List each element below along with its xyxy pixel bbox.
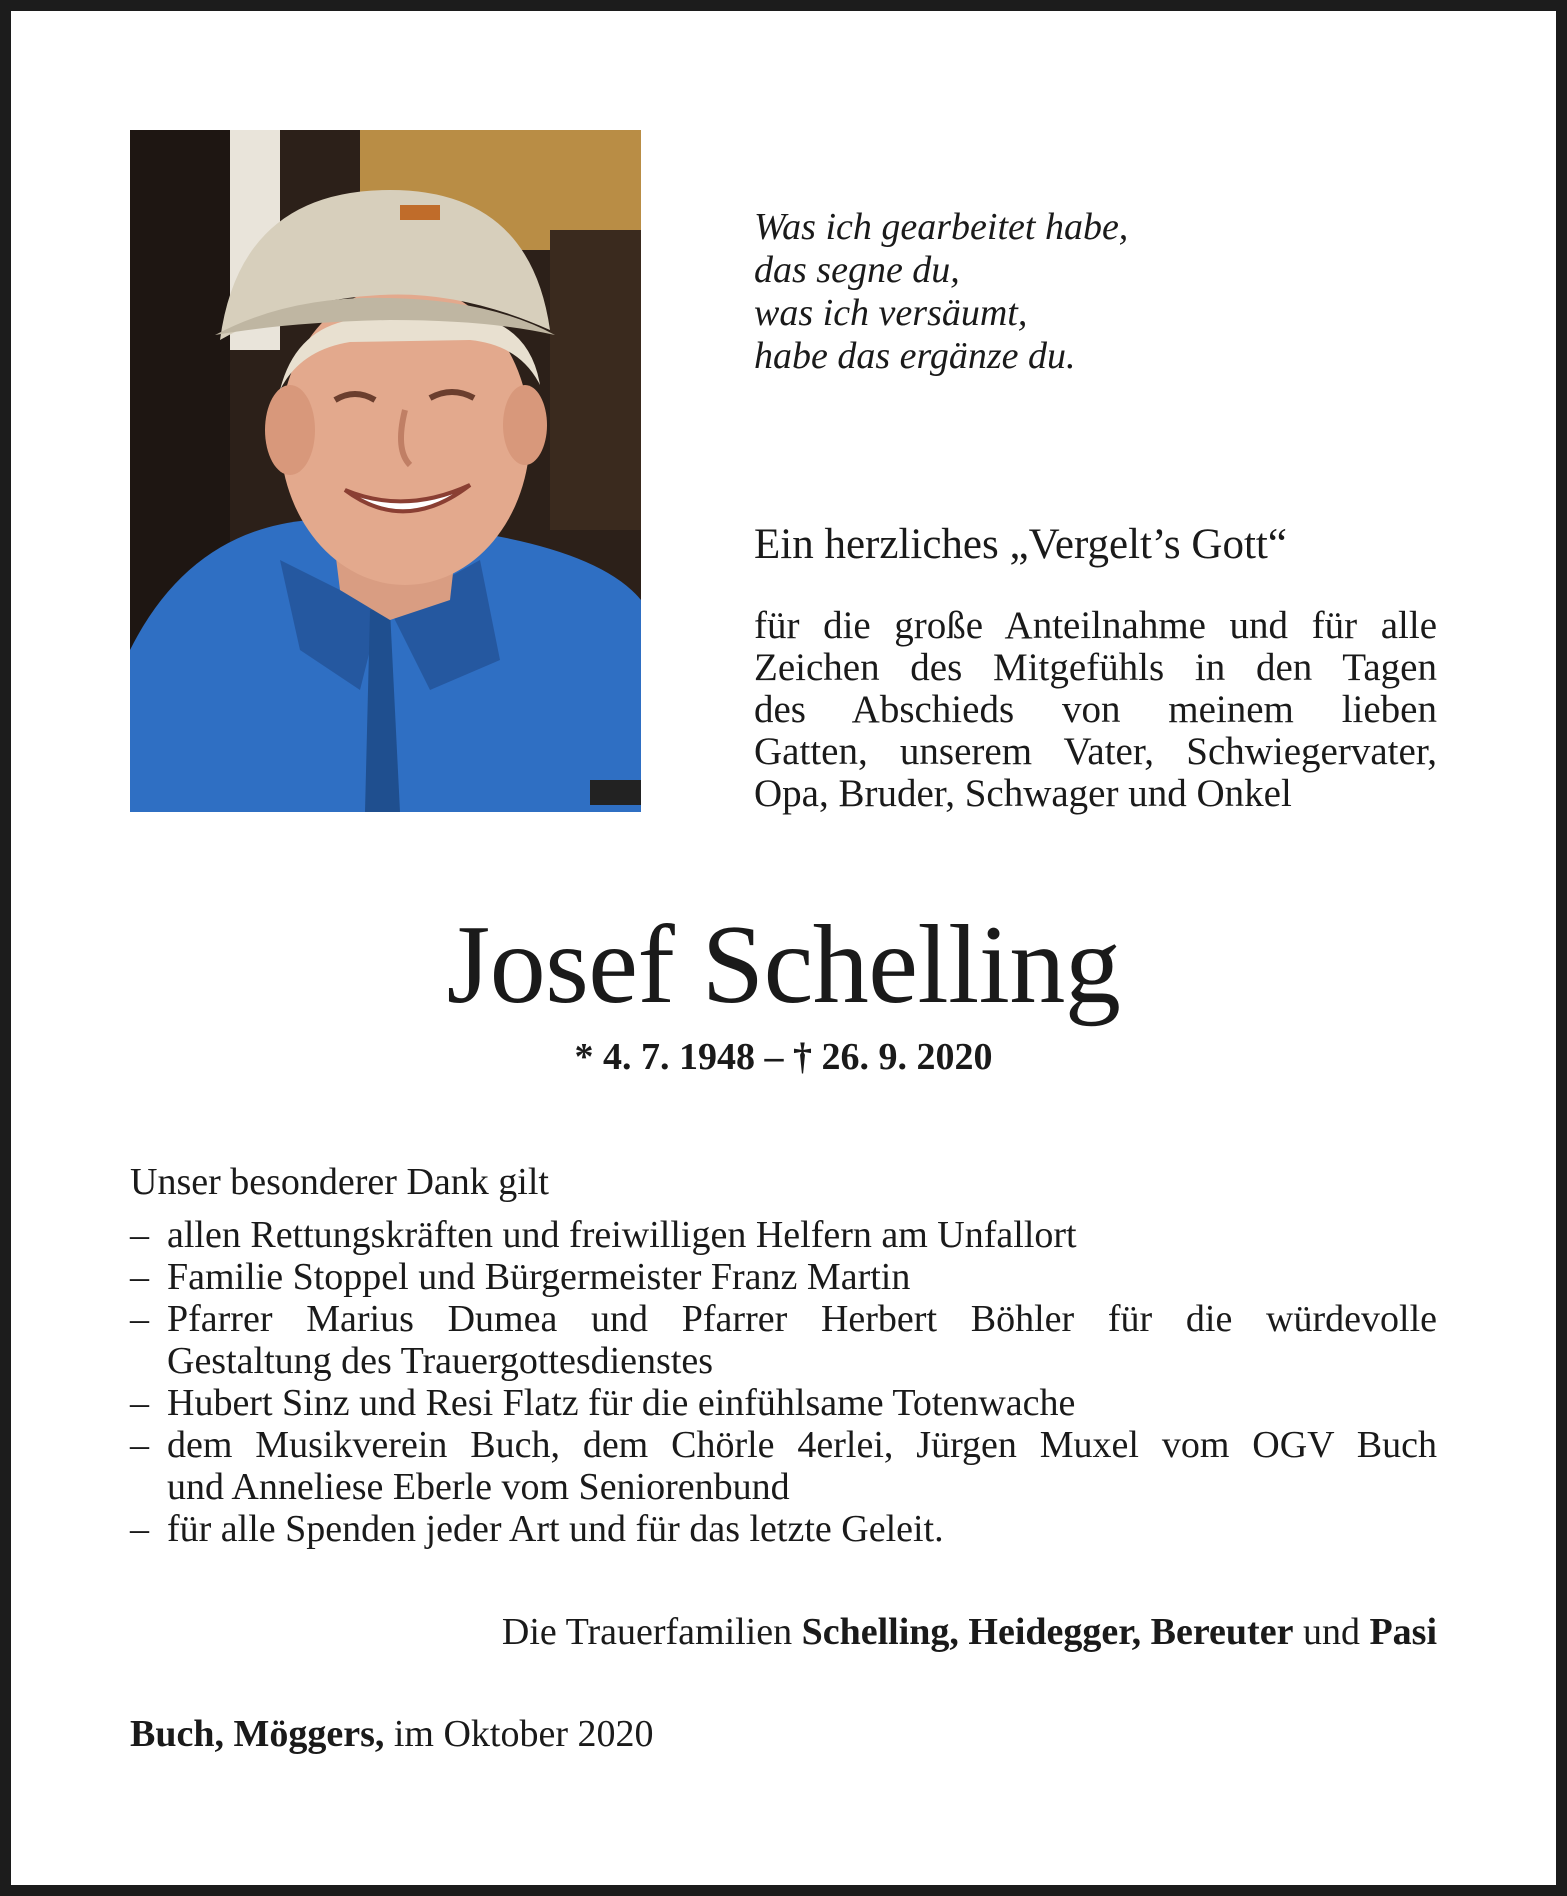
portrait-illustration — [130, 130, 641, 812]
thanks-heading: Ein herzliches „Vergelt’s Gott“ — [754, 521, 1287, 568]
dash: – — [130, 1298, 149, 1340]
dash: – — [130, 1214, 149, 1256]
list-item-text: Gestaltung des Trauergottesdienstes — [167, 1340, 714, 1382]
list-item-text: und Anneliese Eberle vom Seniorenbund — [167, 1466, 790, 1508]
family-name: Pasi — [1369, 1611, 1437, 1653]
poem-line: Was ich gearbeitet habe, — [754, 206, 1129, 248]
thanks-line: Zeichen des Mitgefühls in den Tagen — [754, 646, 1437, 689]
list-item-text: Hubert Sinz und Resi Flatz für die einfühlsame Totenwache — [167, 1382, 1076, 1424]
thanks-line: Gatten, unserem Vater, Schwiegervater, — [754, 730, 1437, 773]
family-conjunction: und — [1293, 1611, 1370, 1653]
portrait-photo — [130, 130, 641, 812]
poem-line: das segne du, — [754, 249, 960, 291]
list-item — [130, 1256, 1437, 1298]
family-name: Heidegger, — [968, 1611, 1142, 1653]
poem — [754, 206, 1128, 378]
dash: – — [130, 1382, 149, 1424]
list-item — [130, 1508, 1437, 1550]
list-item-text: für alle Spenden jeder Art und für das letzte Geleit. — [167, 1508, 944, 1550]
dash: – — [130, 1424, 149, 1466]
place-date: im Oktober 2020 — [384, 1713, 654, 1755]
dash: – — [130, 1256, 149, 1298]
list-item — [130, 1298, 1437, 1382]
place-name: Buch, Möggers, — [130, 1713, 385, 1755]
family-name: Schelling, — [801, 1611, 959, 1653]
thanks-line: Opa, Bruder, Schwager und Onkel — [754, 772, 1292, 815]
mourning-families — [502, 1610, 1437, 1654]
list-item-text: Pfarrer Marius Dumea und Pfarrer Herbert Böhler für die würdevolle — [167, 1298, 1437, 1340]
gratitude-list — [130, 1214, 1437, 1550]
thanks-line: des Abschieds von meinem lieben — [754, 688, 1437, 731]
family-name: Bereuter — [1150, 1611, 1294, 1653]
thanks-line: für die große Anteilnahme und für alle — [754, 604, 1437, 647]
dash: – — [130, 1508, 149, 1550]
list-item-text: Familie Stoppel und Bürgermeister Franz Martin — [167, 1256, 911, 1298]
place-and-date — [130, 1712, 654, 1756]
poem-line: was ich versäumt, — [754, 292, 1028, 334]
thanks-text — [754, 605, 1437, 815]
gratitude-intro: Unser besonderer Dank gilt — [130, 1161, 549, 1203]
deceased-name: Josef Schelling — [446, 903, 1121, 1027]
poem-line: habe das ergänze du. — [754, 335, 1076, 377]
list-item-text: dem Musikverein Buch, dem Chörle 4erlei, Jürgen Muxel vom OGV Buch — [167, 1424, 1437, 1466]
list-item-text: allen Rettungskräften und freiwilligen Helfern am Unfallort — [167, 1214, 1077, 1256]
list-item — [130, 1382, 1437, 1424]
life-dates: * 4. 7. 1948 – † 26. 9. 2020 — [574, 1036, 993, 1078]
list-item — [130, 1214, 1437, 1256]
list-item — [130, 1424, 1437, 1508]
family-prefix: Die Trauerfamilien — [501, 1611, 802, 1653]
